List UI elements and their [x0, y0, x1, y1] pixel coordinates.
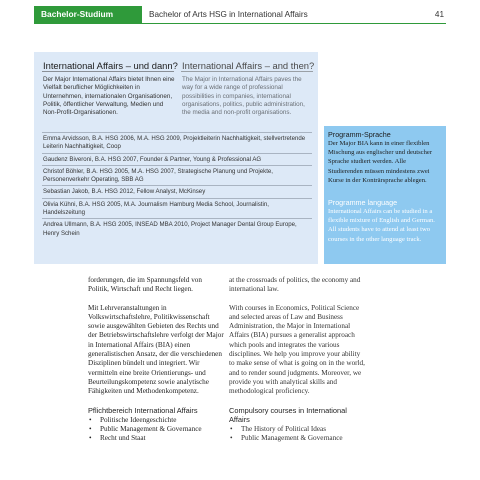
running-title: Bachelor of Arts HSG in International Affairs: [149, 10, 308, 19]
list-item: • Recht und Staat: [89, 434, 146, 443]
heading-divider-en: [181, 71, 313, 72]
header-divider: [34, 23, 446, 24]
list-item: • Public Management & Governance: [89, 424, 202, 433]
alumni-list: [42, 132, 312, 239]
bullet-icon: •: [230, 424, 233, 433]
course-list: [88, 416, 224, 444]
body-paragraph: at the crossroads of politics, the economy and international law.: [229, 276, 361, 294]
course-list-heading: Compulsory courses in International Affairs: [229, 405, 347, 424]
list-item: • Politische Ideengeschichte: [89, 415, 177, 424]
section-label: Bachelor-Studium: [34, 6, 142, 23]
alumni-entry: Sebastian Jakob, B.A. HSG 2012, Fellow Analyst, McKinsey: [42, 185, 312, 197]
bullet-icon: •: [230, 433, 233, 442]
alumni-entry: Olivia Kühni, B.A. HSG 2005, M.A. Journalism Hamburg Media School, Journalistin, Handelszeitung: [42, 198, 312, 219]
list-item: • The History of Political Ideas: [230, 424, 327, 433]
bullet-icon: •: [89, 415, 92, 424]
heading-divider-de: [42, 71, 174, 72]
careers-heading-en: International Affairs – and then?: [182, 60, 315, 71]
alumni-entry: Christof Böhler, B.A. HSG 2005, M.A. HSG 2007, Strategische Planung und Projekte, Personenverkehr Operating, SBB AG: [42, 165, 312, 186]
alumni-entry: Emma Arvidsson, B.A. HSG 2006, M.A. HSG 2009, Projektleiterin Nachhaltigkeit, stellvertretende Leiterin Nachhaltigkeit, Coop: [42, 132, 312, 153]
careers-intro-en: The Major in International Affairs paves the way for a wide range of professional possibilities in companies, international organisations, politics, public administration, the media and non-profit organisations.: [182, 76, 305, 117]
body-column-de: [88, 276, 224, 443]
page-header: [0, 6, 480, 23]
body-paragraph: Mit Lehrveranstaltungen in Volkswirtschaftslehre, Politikwissenschaft sowie ausgewählten Gebieten des Rechts und der Betriebswirtschaftslehre verfolgt der Major in International Affairs (BIA) einen generalistischen Ansatz, der die verschiedenen Disziplinen bündelt und integriert. Wir vermitteln eine breite Orientierungs- und Beurteilungskompetenz sowie analytische Fähigkeiten und Methodenkompetenz.: [88, 303, 224, 396]
careers-heading-de: International Affairs – und dann?: [43, 60, 178, 71]
alumni-entry: Andrea Ullmann, B.A. HSG 2005, INSEAD MBA 2010, Project Manager Dental Group Europe, Henry Schein: [42, 218, 312, 239]
bullet-icon: •: [89, 424, 92, 433]
list-item: • Public Management & Governance: [230, 433, 343, 442]
language-heading-de: Programm-Sprache: [328, 130, 391, 139]
careers-intro-de: Der Major International Affairs bietet Ihnen eine Vielfalt beruflicher Möglichkeiten in Unternehmen, internationalen Organisationen, Politik, öffentlicher Verwaltung, Medien und Non-Profit-Organisationen.: [43, 76, 175, 117]
page-number: 41: [434, 10, 444, 19]
bullet-icon: •: [89, 434, 92, 443]
language-text-en: International Affairs can be studied in a flexible mixture of English and German. All students have to attend at least two courses in the other language track.: [328, 208, 435, 243]
language-heading-en: Programme language: [328, 198, 398, 207]
body-column-en: [229, 276, 365, 443]
course-list-heading: Pflichtbereich International Affairs: [88, 405, 198, 415]
course-list: [229, 425, 365, 444]
body-paragraph: With courses in Economics, Political Science and selected areas of Law and Business Administration, the Major in International Affairs (BIA) pursues a generalist approach which pools and integrates the various disciplines. We help you improve your ability to make sense of what is going on in the world, and to render sound judgments. Moreover, we provide you with analytical skills and methodological proficiency.: [229, 303, 365, 396]
language-text-de: Der Major BIA kann in einer flexiblen Mischung aus englischer und deutscher Sprache studiert werden. Alle Studierenden müssen mindestens zwei Kurse in der Konträrsprache ablegen.: [328, 140, 433, 184]
body-paragraph: forderungen, die im Spannungsfeld von Politik, Wirtschaft und Recht liegen.: [88, 276, 202, 294]
alumni-entry: Gaudenz Biveroni, B.A. HSG 2007, Founder & Partner, Young & Professional AG: [42, 153, 312, 165]
